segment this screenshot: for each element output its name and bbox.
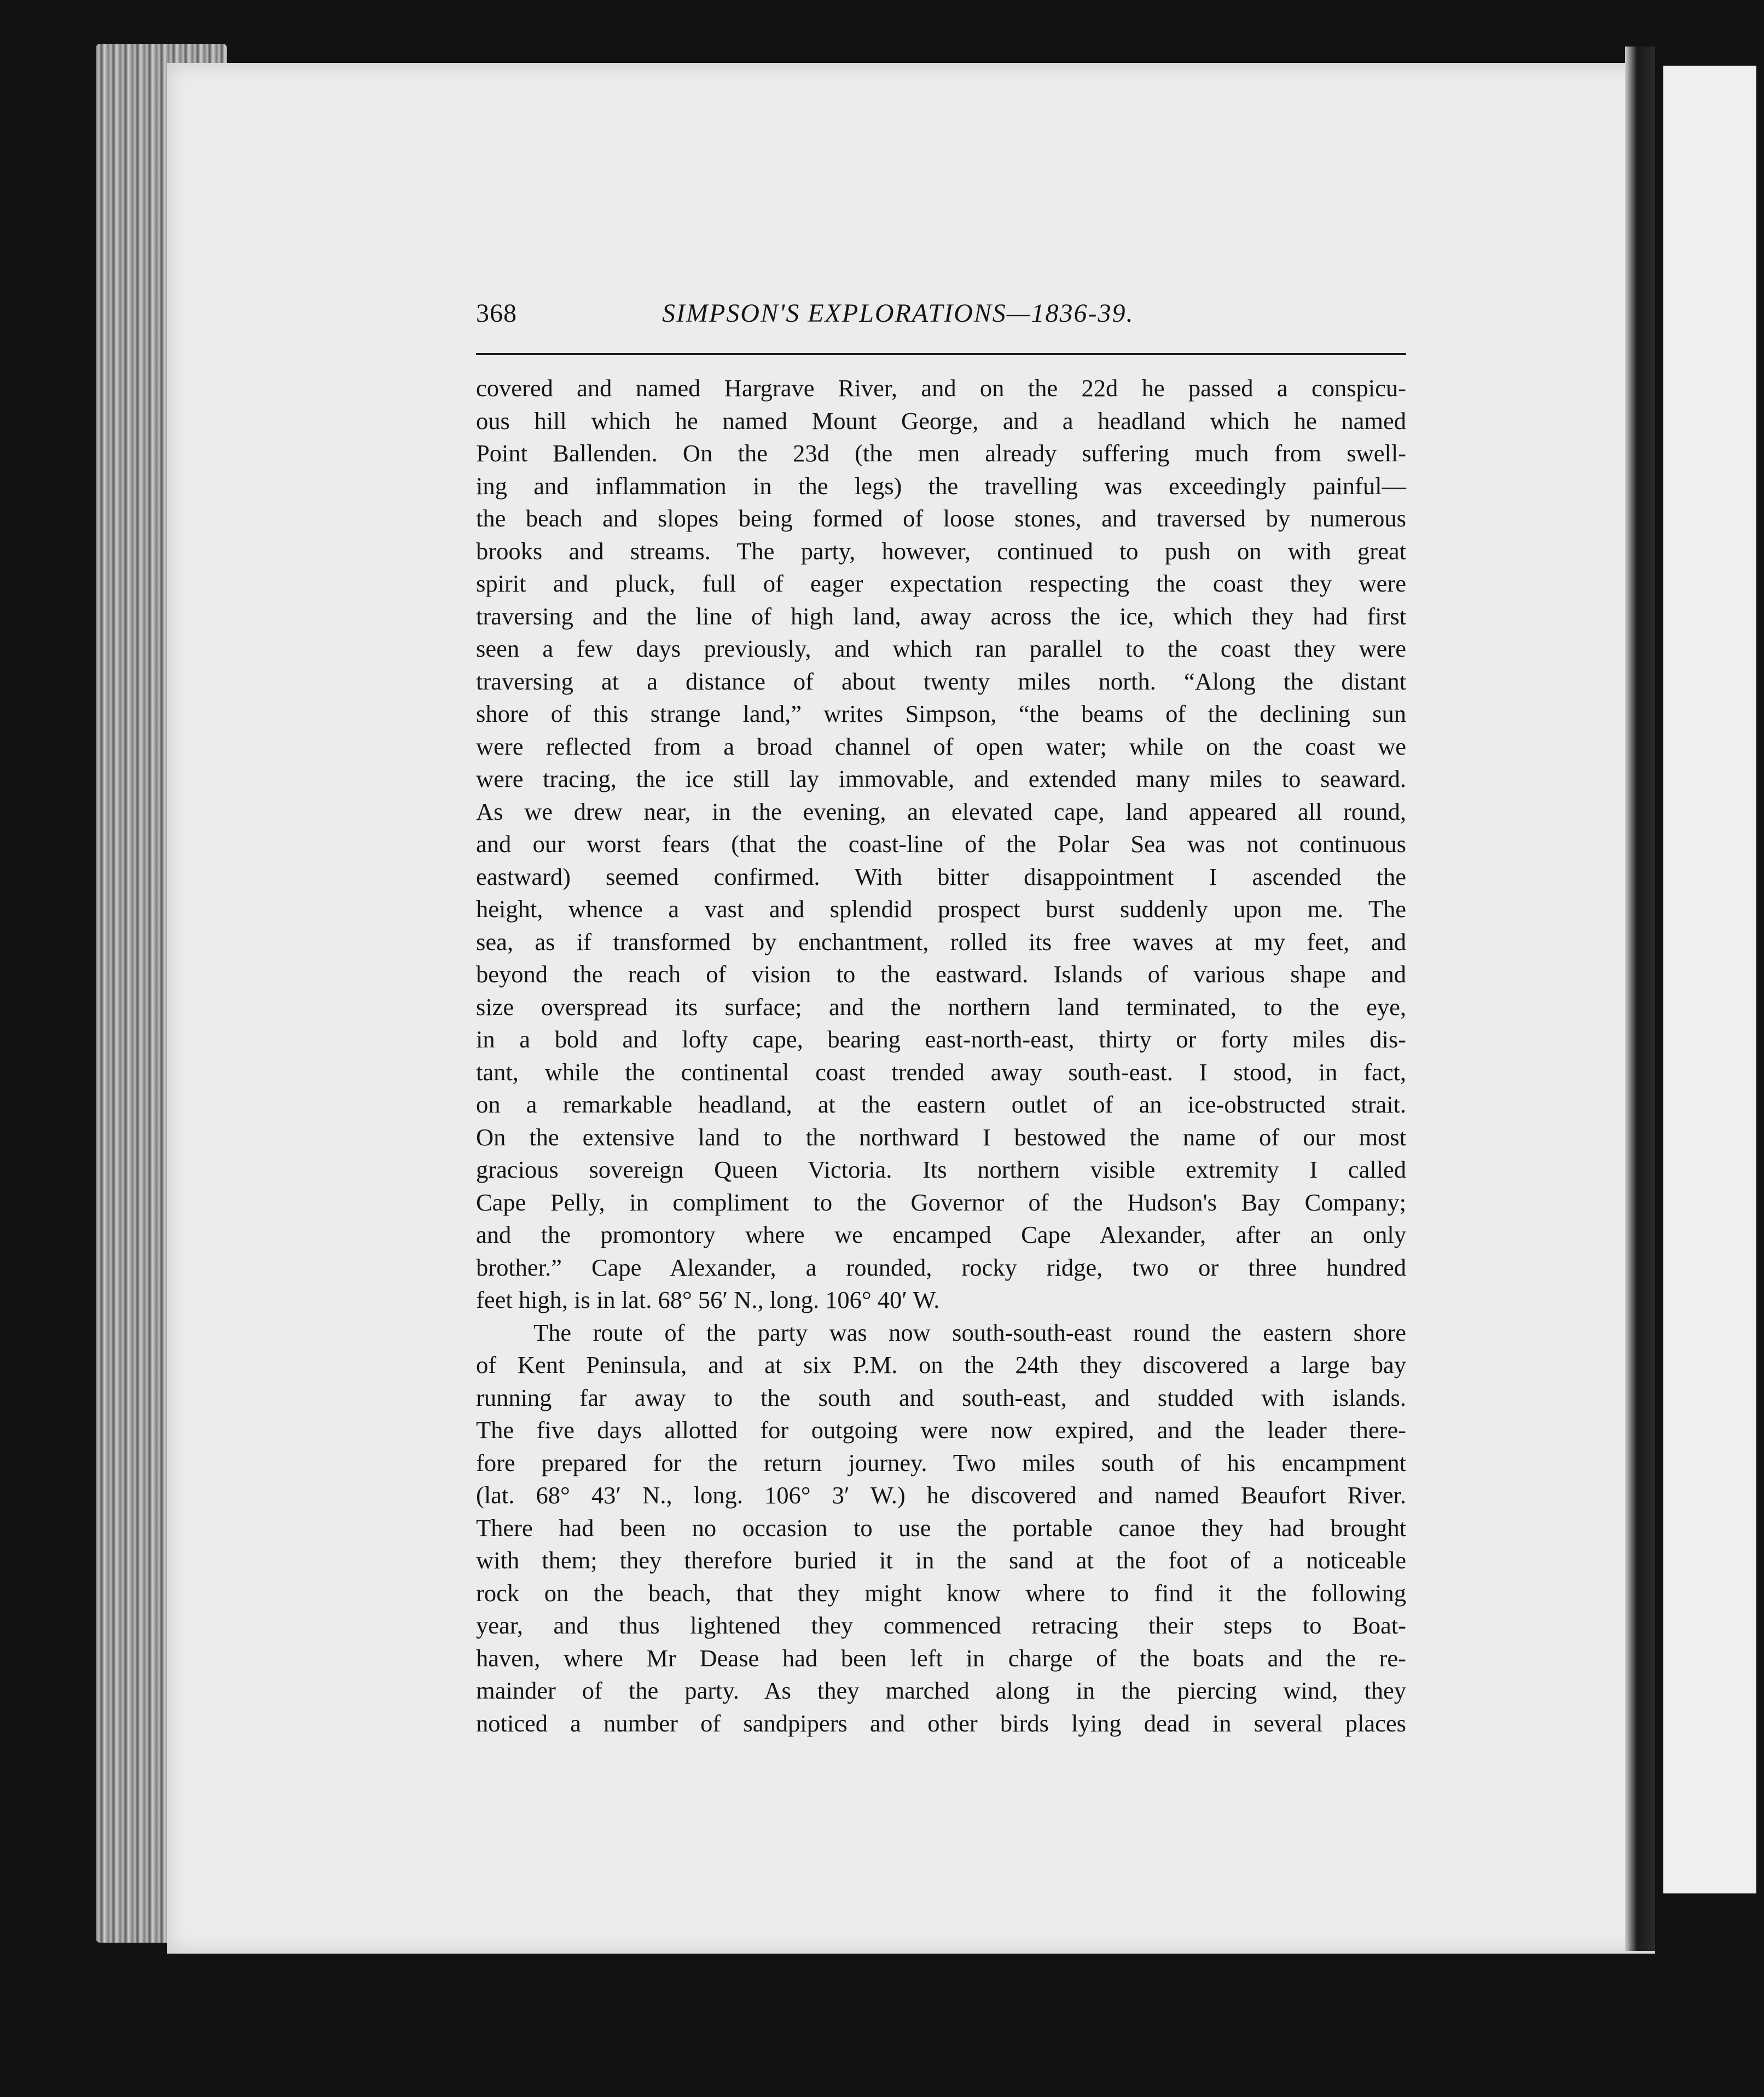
text-line: ous hill which he named Mount George, and a headland which he named xyxy=(476,407,1406,435)
text-line: in a bold and lofty cape, bearing east-north-east, thirty or forty miles dis- xyxy=(476,1026,1406,1053)
text-line: ing and inflammation in the legs) the travelling was exceedingly painful— xyxy=(476,472,1406,500)
text-line: year, and thus lightened they commenced retracing their steps to Boat- xyxy=(476,1612,1406,1639)
text-line: There had been no occasion to use the portable canoe they had brought xyxy=(476,1514,1406,1542)
text-line: height, whence a vast and splendid prospect burst suddenly upon me. The xyxy=(476,895,1406,923)
text-line: spirit and pluck, full of eager expectation respecting the coast they were xyxy=(476,570,1406,597)
header-rule xyxy=(476,353,1406,355)
text-line: haven, where Mr Dease had been left in charge of the boats and the re- xyxy=(476,1644,1406,1672)
text-line: rock on the beach, that they might know where to find it the following xyxy=(476,1579,1406,1607)
paragraph-start-line: The route of the party was now south-south-east round the eastern shore xyxy=(533,1318,1406,1346)
text-line: running far away to the south and south-east, and studded with islands. xyxy=(476,1383,1406,1411)
text-line: beyond the reach of vision to the eastward. Islands of various shape and xyxy=(476,960,1406,988)
text-line: with them; they therefore buried it in the sand at the foot of a noticeable xyxy=(476,1546,1406,1574)
facing-page-edge xyxy=(1663,66,1756,1893)
text-line: (lat. 68° 43′ N., long. 106° 3′ W.) he discovered and named Beaufort River. xyxy=(476,1481,1406,1509)
text-line: Cape Pelly, in compliment to the Governor of the Hudson's Bay Company; xyxy=(476,1188,1406,1216)
text-line: shore of this strange land,” writes Simpson, “the beams of the declining sun xyxy=(476,700,1406,727)
text-line: seen a few days previously, and which ran parallel to the coast they were xyxy=(476,635,1406,662)
body-text xyxy=(476,372,1406,1740)
text-line: noticed a number of sandpipers and other birds lying dead in several places xyxy=(476,1709,1406,1737)
text-line: brother.” Cape Alexander, a rounded, rocky ridge, two or three hundred xyxy=(476,1253,1406,1281)
text-line: covered and named Hargrave River, and on the 22d he passed a conspicu- xyxy=(476,374,1406,402)
text-line: brooks and streams. The party, however, continued to push on with great xyxy=(476,537,1406,565)
text-line: on a remarkable headland, at the eastern outlet of an ice-obstructed strait. xyxy=(476,1091,1406,1118)
text-line: eastward) seemed confirmed. With bitter disappointment I ascended the xyxy=(476,862,1406,890)
text-line: traversing and the line of high land, away across the ice, which they had first xyxy=(476,602,1406,630)
text-line: As we drew near, in the evening, an elevated cape, land appeared all round, xyxy=(476,797,1406,825)
text-line: fore prepared for the return journey. Two miles south of his encampment xyxy=(476,1449,1406,1476)
text-line: tant, while the continental coast trended away south-east. I stood, in fact, xyxy=(476,1058,1406,1086)
text-line: sea, as if transformed by enchantment, rolled its free waves at my feet, and xyxy=(476,928,1406,955)
book-gutter xyxy=(1625,47,1655,1951)
text-line: were tracing, the ice still lay immovable, and extended many miles to seaward. xyxy=(476,765,1406,792)
text-line: and the promontory where we encamped Cape Alexander, after an only xyxy=(476,1221,1406,1248)
page-number: 368 xyxy=(476,299,517,328)
running-head: SIMPSON'S EXPLORATIONS—1836-39. xyxy=(662,299,1134,328)
text-line: mainder of the party. As they marched along in the piercing wind, they xyxy=(476,1677,1406,1704)
text-line: The five days allotted for outgoing were now expired, and the leader there- xyxy=(476,1416,1406,1444)
text-line: and our worst fears (that the coast-line of the Polar Sea was not continuous xyxy=(476,830,1406,858)
text-line: feet high, is in lat. 68° 56′ N., long. 106° 40′ W. xyxy=(476,1286,940,1313)
text-line: were reflected from a broad channel of open water; while on the coast we xyxy=(476,732,1406,760)
page-header xyxy=(476,298,1190,337)
text-line: traversing at a distance of about twenty miles north. “Along the distant xyxy=(476,667,1406,695)
text-line: the beach and slopes being formed of loose stones, and traversed by numerous xyxy=(476,505,1406,532)
text-line: gracious sovereign Queen Victoria. Its northern visible extremity I called xyxy=(476,1156,1406,1183)
text-line: size overspread its surface; and the northern land terminated, to the eye, xyxy=(476,993,1406,1021)
text-line: On the extensive land to the northward I bestowed the name of our most xyxy=(476,1123,1406,1151)
text-line: of Kent Peninsula, and at six P.M. on the 24th they discovered a large bay xyxy=(476,1351,1406,1378)
text-line: Point Ballenden. On the 23d (the men already suffering much from swell- xyxy=(476,439,1406,467)
